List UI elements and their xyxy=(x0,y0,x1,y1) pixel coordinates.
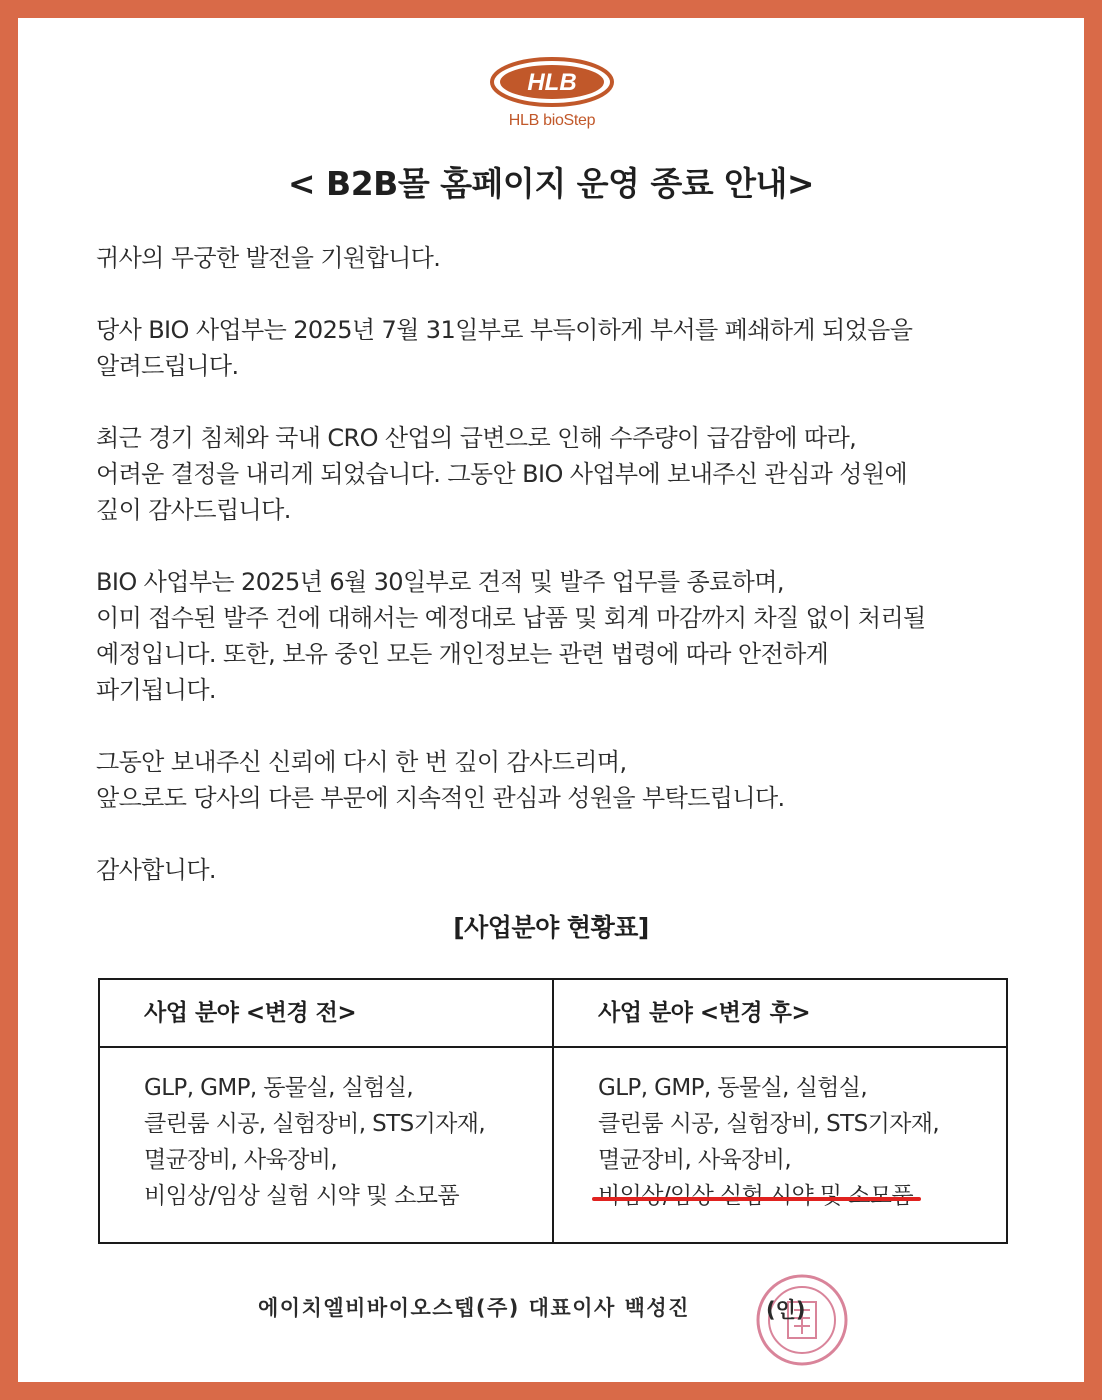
notice-sheet xyxy=(18,18,1084,1382)
text-line: 당사 BIO 사업부는 2025년 7월 31일부로 부득이하게 부서를 폐쇄하게 되었음을 xyxy=(96,316,913,344)
business-areas-table xyxy=(98,978,1008,1244)
text-line: 깊이 감사드립니다. xyxy=(96,496,291,524)
text-line: 감사합니다. xyxy=(96,856,216,884)
logo-subtitle: HLB bioStep xyxy=(508,112,596,129)
business-area-item: 클린룸 시공, 실험장비, STS기자재, xyxy=(598,1111,940,1137)
discontinued-business-area xyxy=(598,1178,1008,1214)
notice-body xyxy=(96,240,1036,924)
text-line: 알려드립니다. xyxy=(96,352,239,380)
text-line: 파기됩니다. xyxy=(96,676,216,704)
table-title: [사업분야 현황표] xyxy=(453,913,649,942)
logo-wordmark: HLB xyxy=(527,69,577,96)
table-header-after: 사업 분야 <변경 후> xyxy=(554,980,1008,1048)
business-area-item: 멸균장비, 사육장비, xyxy=(598,1147,792,1173)
text-line: BIO 사업부는 2025년 6월 30일부로 견적 및 발주 업무를 종료하며, xyxy=(96,568,784,596)
business-area-item: GLP, GMP, 동물실, 실험실, xyxy=(598,1075,868,1101)
business-area-item: 클린룸 시공, 실험장비, STS기자재, xyxy=(144,1111,486,1137)
paragraph-schedule xyxy=(96,564,1036,708)
paragraph-thanks xyxy=(96,744,1036,816)
text-line: 그동안 보내주신 신뢰에 다시 한 번 깊이 감사드리며, xyxy=(96,748,627,776)
struck-text xyxy=(598,1178,913,1214)
text-line: 귀사의 무궁한 발전을 기원합니다. xyxy=(96,244,441,272)
page-title: < B2B몰 홈페이지 운영 종료 안내> xyxy=(287,164,815,203)
business-area-item: 비임상/임상 실험 시약 및 소모품 xyxy=(144,1183,460,1209)
text-line: 어려운 결정을 내리게 되었습니다. 그동안 BIO 사업부에 보내주신 관심과 성원에 xyxy=(96,460,908,488)
paragraph-greeting xyxy=(96,240,1036,276)
table-header-before: 사업 분야 <변경 전> xyxy=(100,980,554,1048)
paragraph-closing xyxy=(96,852,1036,888)
signature-line: 에이치엘비바이오스텝(주) 대표이사 백성진 xyxy=(258,1296,690,1320)
business-area-item: GLP, GMP, 동물실, 실험실, xyxy=(144,1075,414,1101)
text-line: 앞으로도 당사의 다른 부문에 지속적인 관심과 성원을 부탁드립니다. xyxy=(96,784,785,812)
paragraph-closure xyxy=(96,312,1036,384)
text-line: 예정입니다. 또한, 보유 중인 모든 개인정보는 관련 법령에 따라 안전하게 xyxy=(96,640,829,668)
table-cell-before xyxy=(100,1048,554,1244)
company-logo xyxy=(489,56,615,130)
table-cell-after xyxy=(554,1048,1008,1244)
seal-mark-text: (인) xyxy=(766,1298,806,1322)
hlb-logo-icon xyxy=(489,56,615,108)
paragraph-reason xyxy=(96,420,1036,528)
business-area-item: 멸균장비, 사육장비, xyxy=(144,1147,338,1173)
text-line: 이미 접수된 발주 건에 대해서는 예정대로 납품 및 회계 마감까지 차질 없이 처리될 xyxy=(96,604,926,632)
strikethrough-line xyxy=(592,1197,921,1201)
text-line: 최근 경기 침체와 국내 CRO 산업의 급변으로 인해 수주량이 급감함에 따라, xyxy=(96,424,857,452)
